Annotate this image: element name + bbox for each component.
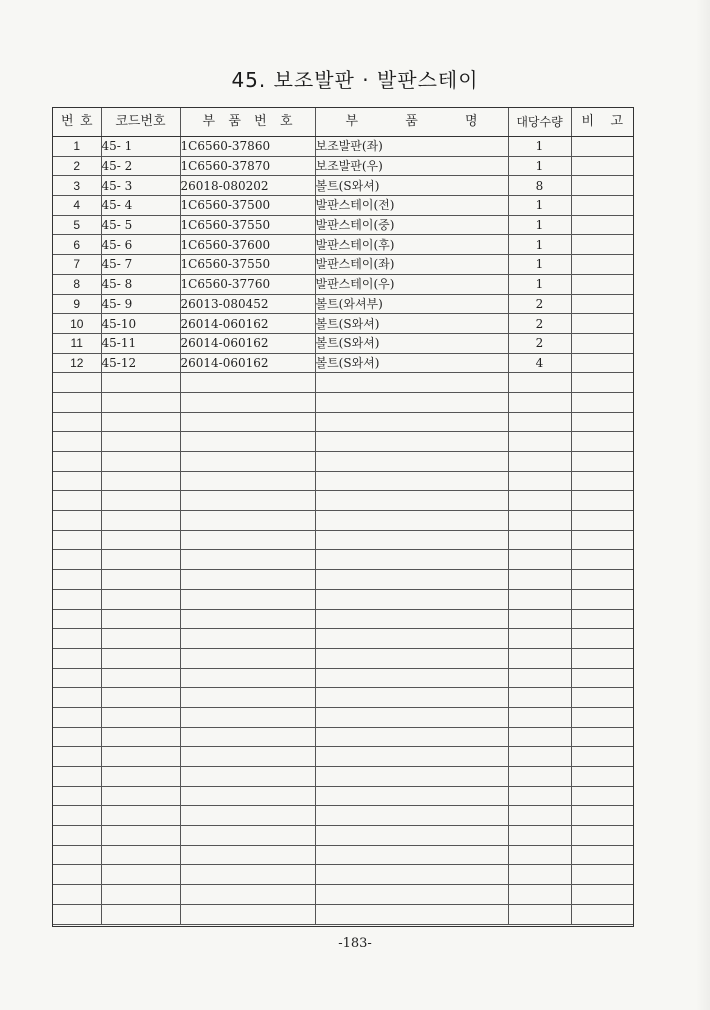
- cell-part: 1C6560-37500: [180, 196, 315, 216]
- cell-code: [101, 904, 180, 924]
- cell-name: [315, 767, 508, 787]
- table-row: [53, 826, 633, 846]
- cell-no: 10: [53, 314, 101, 334]
- cell-qty: [508, 530, 571, 550]
- table-row: [53, 294, 633, 314]
- cell-name: [315, 648, 508, 668]
- cell-code: [101, 530, 180, 550]
- cell-code: 45- 3: [101, 176, 180, 196]
- page-number: -183-: [338, 936, 372, 951]
- cell-code: [101, 373, 180, 393]
- cell-name: [315, 786, 508, 806]
- cell-remark: [571, 570, 633, 590]
- cell-name: 발판스테이(후): [315, 235, 508, 255]
- cell-code: [101, 629, 180, 649]
- table-row: [53, 648, 633, 668]
- cell-no: [53, 648, 101, 668]
- cell-remark: [571, 865, 633, 885]
- cell-code: [101, 786, 180, 806]
- cell-code: [101, 688, 180, 708]
- cell-remark: [571, 806, 633, 826]
- table-header-row: [53, 108, 633, 137]
- cell-name: [315, 806, 508, 826]
- cell-name: [315, 511, 508, 531]
- cell-name: 볼트(S와셔): [315, 314, 508, 334]
- cell-remark: [571, 392, 633, 412]
- cell-part: [180, 432, 315, 452]
- cell-name: [315, 845, 508, 865]
- cell-part: [180, 845, 315, 865]
- table-row: [53, 333, 633, 353]
- cell-remark: [571, 530, 633, 550]
- cell-qty: [508, 609, 571, 629]
- cell-qty: [508, 392, 571, 412]
- cell-name: 볼트(S와셔): [315, 176, 508, 196]
- cell-part: 26014-060162: [180, 314, 315, 334]
- cell-part: 1C6560-37760: [180, 274, 315, 294]
- cell-no: [53, 904, 101, 924]
- cell-no: [53, 609, 101, 629]
- cell-code: [101, 609, 180, 629]
- table-row: [53, 668, 633, 688]
- page-title: 45. 보조발판 · 발판스테이: [231, 68, 479, 92]
- cell-no: [53, 530, 101, 550]
- cell-qty: [508, 747, 571, 767]
- cell-remark: [571, 648, 633, 668]
- cell-no: 5: [53, 215, 101, 235]
- table-row: [53, 137, 633, 157]
- cell-remark: [571, 255, 633, 275]
- cell-part: [180, 511, 315, 531]
- cell-qty: 1: [508, 255, 571, 275]
- cell-code: [101, 806, 180, 826]
- cell-remark: [571, 432, 633, 452]
- cell-remark: [571, 786, 633, 806]
- cell-name: [315, 471, 508, 491]
- cell-no: [53, 570, 101, 590]
- cell-qty: 2: [508, 333, 571, 353]
- table-row: [53, 570, 633, 590]
- cell-qty: [508, 845, 571, 865]
- cell-part: [180, 629, 315, 649]
- cell-remark: [571, 176, 633, 196]
- cell-part: 26014-060162: [180, 333, 315, 353]
- cell-code: 45- 1: [101, 137, 180, 157]
- cell-no: [53, 511, 101, 531]
- cell-qty: [508, 904, 571, 924]
- cell-part: [180, 452, 315, 472]
- cell-name: [315, 570, 508, 590]
- cell-qty: 1: [508, 196, 571, 216]
- cell-no: 4: [53, 196, 101, 216]
- table-row: [53, 747, 633, 767]
- cell-part: 1C6560-37550: [180, 255, 315, 275]
- table-row: [53, 412, 633, 432]
- cell-no: [53, 550, 101, 570]
- cell-code: 45- 9: [101, 294, 180, 314]
- table-row: [53, 353, 633, 373]
- table-row: [53, 727, 633, 747]
- cell-code: 45- 4: [101, 196, 180, 216]
- header-qty: 대당수량: [508, 108, 571, 137]
- cell-remark: [571, 274, 633, 294]
- cell-remark: [571, 294, 633, 314]
- cell-no: [53, 707, 101, 727]
- cell-no: [53, 767, 101, 787]
- table-row: [53, 235, 633, 255]
- cell-remark: [571, 215, 633, 235]
- cell-qty: [508, 786, 571, 806]
- cell-qty: [508, 412, 571, 432]
- cell-part: [180, 885, 315, 905]
- table-row: [53, 806, 633, 826]
- cell-no: [53, 806, 101, 826]
- table-row: [53, 609, 633, 629]
- cell-remark: [571, 629, 633, 649]
- cell-no: 9: [53, 294, 101, 314]
- cell-name: 발판스테이(우): [315, 274, 508, 294]
- cell-code: [101, 747, 180, 767]
- cell-part: [180, 491, 315, 511]
- cell-qty: [508, 491, 571, 511]
- cell-qty: [508, 373, 571, 393]
- parts-sheet: [52, 107, 634, 927]
- cell-code: 45-12: [101, 353, 180, 373]
- cell-part: 26014-060162: [180, 353, 315, 373]
- cell-name: 볼트(S와셔): [315, 333, 508, 353]
- cell-remark: [571, 511, 633, 531]
- cell-code: [101, 707, 180, 727]
- cell-remark: [571, 904, 633, 924]
- cell-part: 1C6560-37860: [180, 137, 315, 157]
- cell-name: [315, 727, 508, 747]
- cell-code: 45- 8: [101, 274, 180, 294]
- cell-name: 보조발판(좌): [315, 137, 508, 157]
- cell-remark: [571, 333, 633, 353]
- cell-remark: [571, 727, 633, 747]
- cell-part: [180, 471, 315, 491]
- table-row: [53, 452, 633, 472]
- cell-qty: [508, 727, 571, 747]
- cell-code: 45- 5: [101, 215, 180, 235]
- cell-name: [315, 432, 508, 452]
- table-row: [53, 550, 633, 570]
- table-row: [53, 215, 633, 235]
- cell-part: 26013-080452: [180, 294, 315, 314]
- header-part-number: 부 품 번 호: [180, 108, 315, 137]
- cell-no: [53, 373, 101, 393]
- cell-part: [180, 373, 315, 393]
- cell-no: [53, 786, 101, 806]
- header-code: 코드번호: [101, 108, 180, 137]
- cell-part: 26018-080202: [180, 176, 315, 196]
- cell-part: [180, 648, 315, 668]
- table-row: [53, 707, 633, 727]
- cell-remark: [571, 885, 633, 905]
- cell-qty: [508, 688, 571, 708]
- cell-part: [180, 767, 315, 787]
- cell-name: 볼트(와셔부): [315, 294, 508, 314]
- header-no: 번 호: [53, 108, 101, 137]
- cell-code: [101, 432, 180, 452]
- cell-remark: [571, 196, 633, 216]
- cell-qty: 1: [508, 215, 571, 235]
- cell-qty: [508, 629, 571, 649]
- table-row: [53, 767, 633, 787]
- cell-part: 1C6560-37870: [180, 156, 315, 176]
- cell-name: [315, 373, 508, 393]
- cell-no: [53, 471, 101, 491]
- cell-no: [53, 747, 101, 767]
- cell-qty: [508, 550, 571, 570]
- cell-name: [315, 904, 508, 924]
- cell-no: [53, 491, 101, 511]
- cell-name: [315, 747, 508, 767]
- cell-no: [53, 727, 101, 747]
- cell-name: [315, 491, 508, 511]
- cell-qty: [508, 885, 571, 905]
- cell-name: [315, 668, 508, 688]
- cell-name: 볼트(S와셔): [315, 353, 508, 373]
- cell-code: [101, 570, 180, 590]
- cell-part: [180, 392, 315, 412]
- cell-code: [101, 668, 180, 688]
- cell-no: [53, 885, 101, 905]
- table-row: [53, 491, 633, 511]
- cell-remark: [571, 550, 633, 570]
- cell-no: [53, 865, 101, 885]
- cell-remark: [571, 826, 633, 846]
- cell-no: 8: [53, 274, 101, 294]
- cell-no: 1: [53, 137, 101, 157]
- table-row: [53, 904, 633, 924]
- cell-no: [53, 845, 101, 865]
- cell-part: 1C6560-37600: [180, 235, 315, 255]
- table-row: [53, 314, 633, 334]
- cell-name: [315, 452, 508, 472]
- cell-name: 보조발판(우): [315, 156, 508, 176]
- cell-qty: [508, 452, 571, 472]
- cell-part: [180, 786, 315, 806]
- cell-qty: 1: [508, 156, 571, 176]
- cell-part: [180, 688, 315, 708]
- cell-part: [180, 530, 315, 550]
- cell-code: [101, 727, 180, 747]
- cell-no: 3: [53, 176, 101, 196]
- cell-remark: [571, 156, 633, 176]
- cell-name: [315, 530, 508, 550]
- cell-qty: 1: [508, 137, 571, 157]
- cell-remark: [571, 491, 633, 511]
- cell-remark: [571, 767, 633, 787]
- cell-qty: [508, 511, 571, 531]
- cell-code: 45-11: [101, 333, 180, 353]
- cell-code: 45- 7: [101, 255, 180, 275]
- cell-code: [101, 767, 180, 787]
- cell-qty: 2: [508, 314, 571, 334]
- cell-no: 6: [53, 235, 101, 255]
- table-row: [53, 471, 633, 491]
- parts-table-body: [53, 137, 633, 925]
- page-edge-shadow: [696, 0, 710, 1010]
- cell-part: 1C6560-37550: [180, 215, 315, 235]
- cell-part: [180, 589, 315, 609]
- cell-code: [101, 865, 180, 885]
- cell-code: 45- 2: [101, 156, 180, 176]
- cell-no: 12: [53, 353, 101, 373]
- cell-remark: [571, 589, 633, 609]
- cell-part: [180, 570, 315, 590]
- cell-code: [101, 511, 180, 531]
- cell-no: [53, 688, 101, 708]
- table-row: [53, 885, 633, 905]
- cell-no: 2: [53, 156, 101, 176]
- cell-part: [180, 826, 315, 846]
- cell-code: [101, 845, 180, 865]
- cell-code: [101, 471, 180, 491]
- cell-part: [180, 865, 315, 885]
- cell-qty: [508, 826, 571, 846]
- cell-qty: [508, 707, 571, 727]
- cell-name: [315, 609, 508, 629]
- cell-no: [53, 432, 101, 452]
- table-row: [53, 392, 633, 412]
- cell-name: [315, 885, 508, 905]
- cell-name: [315, 550, 508, 570]
- cell-qty: [508, 432, 571, 452]
- cell-remark: [571, 707, 633, 727]
- cell-remark: [571, 235, 633, 255]
- cell-remark: [571, 609, 633, 629]
- cell-qty: [508, 648, 571, 668]
- cell-name: 발판스테이(중): [315, 215, 508, 235]
- table-row: [53, 156, 633, 176]
- cell-name: [315, 688, 508, 708]
- parts-table: [53, 108, 633, 925]
- cell-no: [53, 392, 101, 412]
- cell-code: [101, 826, 180, 846]
- cell-qty: 8: [508, 176, 571, 196]
- cell-qty: [508, 668, 571, 688]
- cell-remark: [571, 747, 633, 767]
- table-row: [53, 274, 633, 294]
- cell-code: [101, 412, 180, 432]
- cell-qty: 1: [508, 274, 571, 294]
- cell-name: [315, 412, 508, 432]
- table-row: [53, 373, 633, 393]
- cell-name: [315, 707, 508, 727]
- table-row: [53, 255, 633, 275]
- cell-no: [53, 412, 101, 432]
- cell-qty: 4: [508, 353, 571, 373]
- cell-name: 발판스테이(좌): [315, 255, 508, 275]
- header-remark: 비 고: [571, 108, 633, 137]
- cell-no: [53, 668, 101, 688]
- cell-code: 45-10: [101, 314, 180, 334]
- cell-qty: 2: [508, 294, 571, 314]
- cell-part: [180, 550, 315, 570]
- cell-remark: [571, 314, 633, 334]
- cell-name: [315, 392, 508, 412]
- cell-remark: [571, 688, 633, 708]
- cell-name: [315, 629, 508, 649]
- cell-qty: [508, 865, 571, 885]
- cell-qty: [508, 806, 571, 826]
- header-part-name: 부 품 명: [315, 108, 508, 137]
- cell-qty: [508, 570, 571, 590]
- cell-no: [53, 826, 101, 846]
- cell-no: [53, 589, 101, 609]
- table-row: [53, 432, 633, 452]
- cell-remark: [571, 668, 633, 688]
- cell-code: [101, 392, 180, 412]
- cell-no: [53, 452, 101, 472]
- cell-no: 11: [53, 333, 101, 353]
- cell-name: 발판스테이(전): [315, 196, 508, 216]
- cell-part: [180, 412, 315, 432]
- cell-code: [101, 452, 180, 472]
- cell-part: [180, 727, 315, 747]
- cell-qty: 1: [508, 235, 571, 255]
- cell-code: 45- 6: [101, 235, 180, 255]
- cell-code: [101, 885, 180, 905]
- cell-name: [315, 589, 508, 609]
- cell-remark: [571, 845, 633, 865]
- cell-remark: [571, 137, 633, 157]
- cell-qty: [508, 767, 571, 787]
- table-row: [53, 530, 633, 550]
- cell-code: [101, 491, 180, 511]
- cell-part: [180, 904, 315, 924]
- table-row: [53, 176, 633, 196]
- table-row: [53, 629, 633, 649]
- cell-part: [180, 806, 315, 826]
- cell-code: [101, 550, 180, 570]
- table-row: [53, 511, 633, 531]
- table-row: [53, 196, 633, 216]
- cell-remark: [571, 412, 633, 432]
- cell-part: [180, 747, 315, 767]
- cell-no: 7: [53, 255, 101, 275]
- table-row: [53, 786, 633, 806]
- cell-part: [180, 707, 315, 727]
- cell-qty: [508, 589, 571, 609]
- table-row: [53, 589, 633, 609]
- cell-name: [315, 826, 508, 846]
- cell-no: [53, 629, 101, 649]
- cell-qty: [508, 471, 571, 491]
- table-row: [53, 865, 633, 885]
- cell-name: [315, 865, 508, 885]
- cell-code: [101, 589, 180, 609]
- table-row: [53, 845, 633, 865]
- cell-code: [101, 648, 180, 668]
- cell-part: [180, 609, 315, 629]
- cell-remark: [571, 471, 633, 491]
- cell-remark: [571, 452, 633, 472]
- cell-part: [180, 668, 315, 688]
- cell-remark: [571, 373, 633, 393]
- table-row: [53, 688, 633, 708]
- cell-remark: [571, 353, 633, 373]
